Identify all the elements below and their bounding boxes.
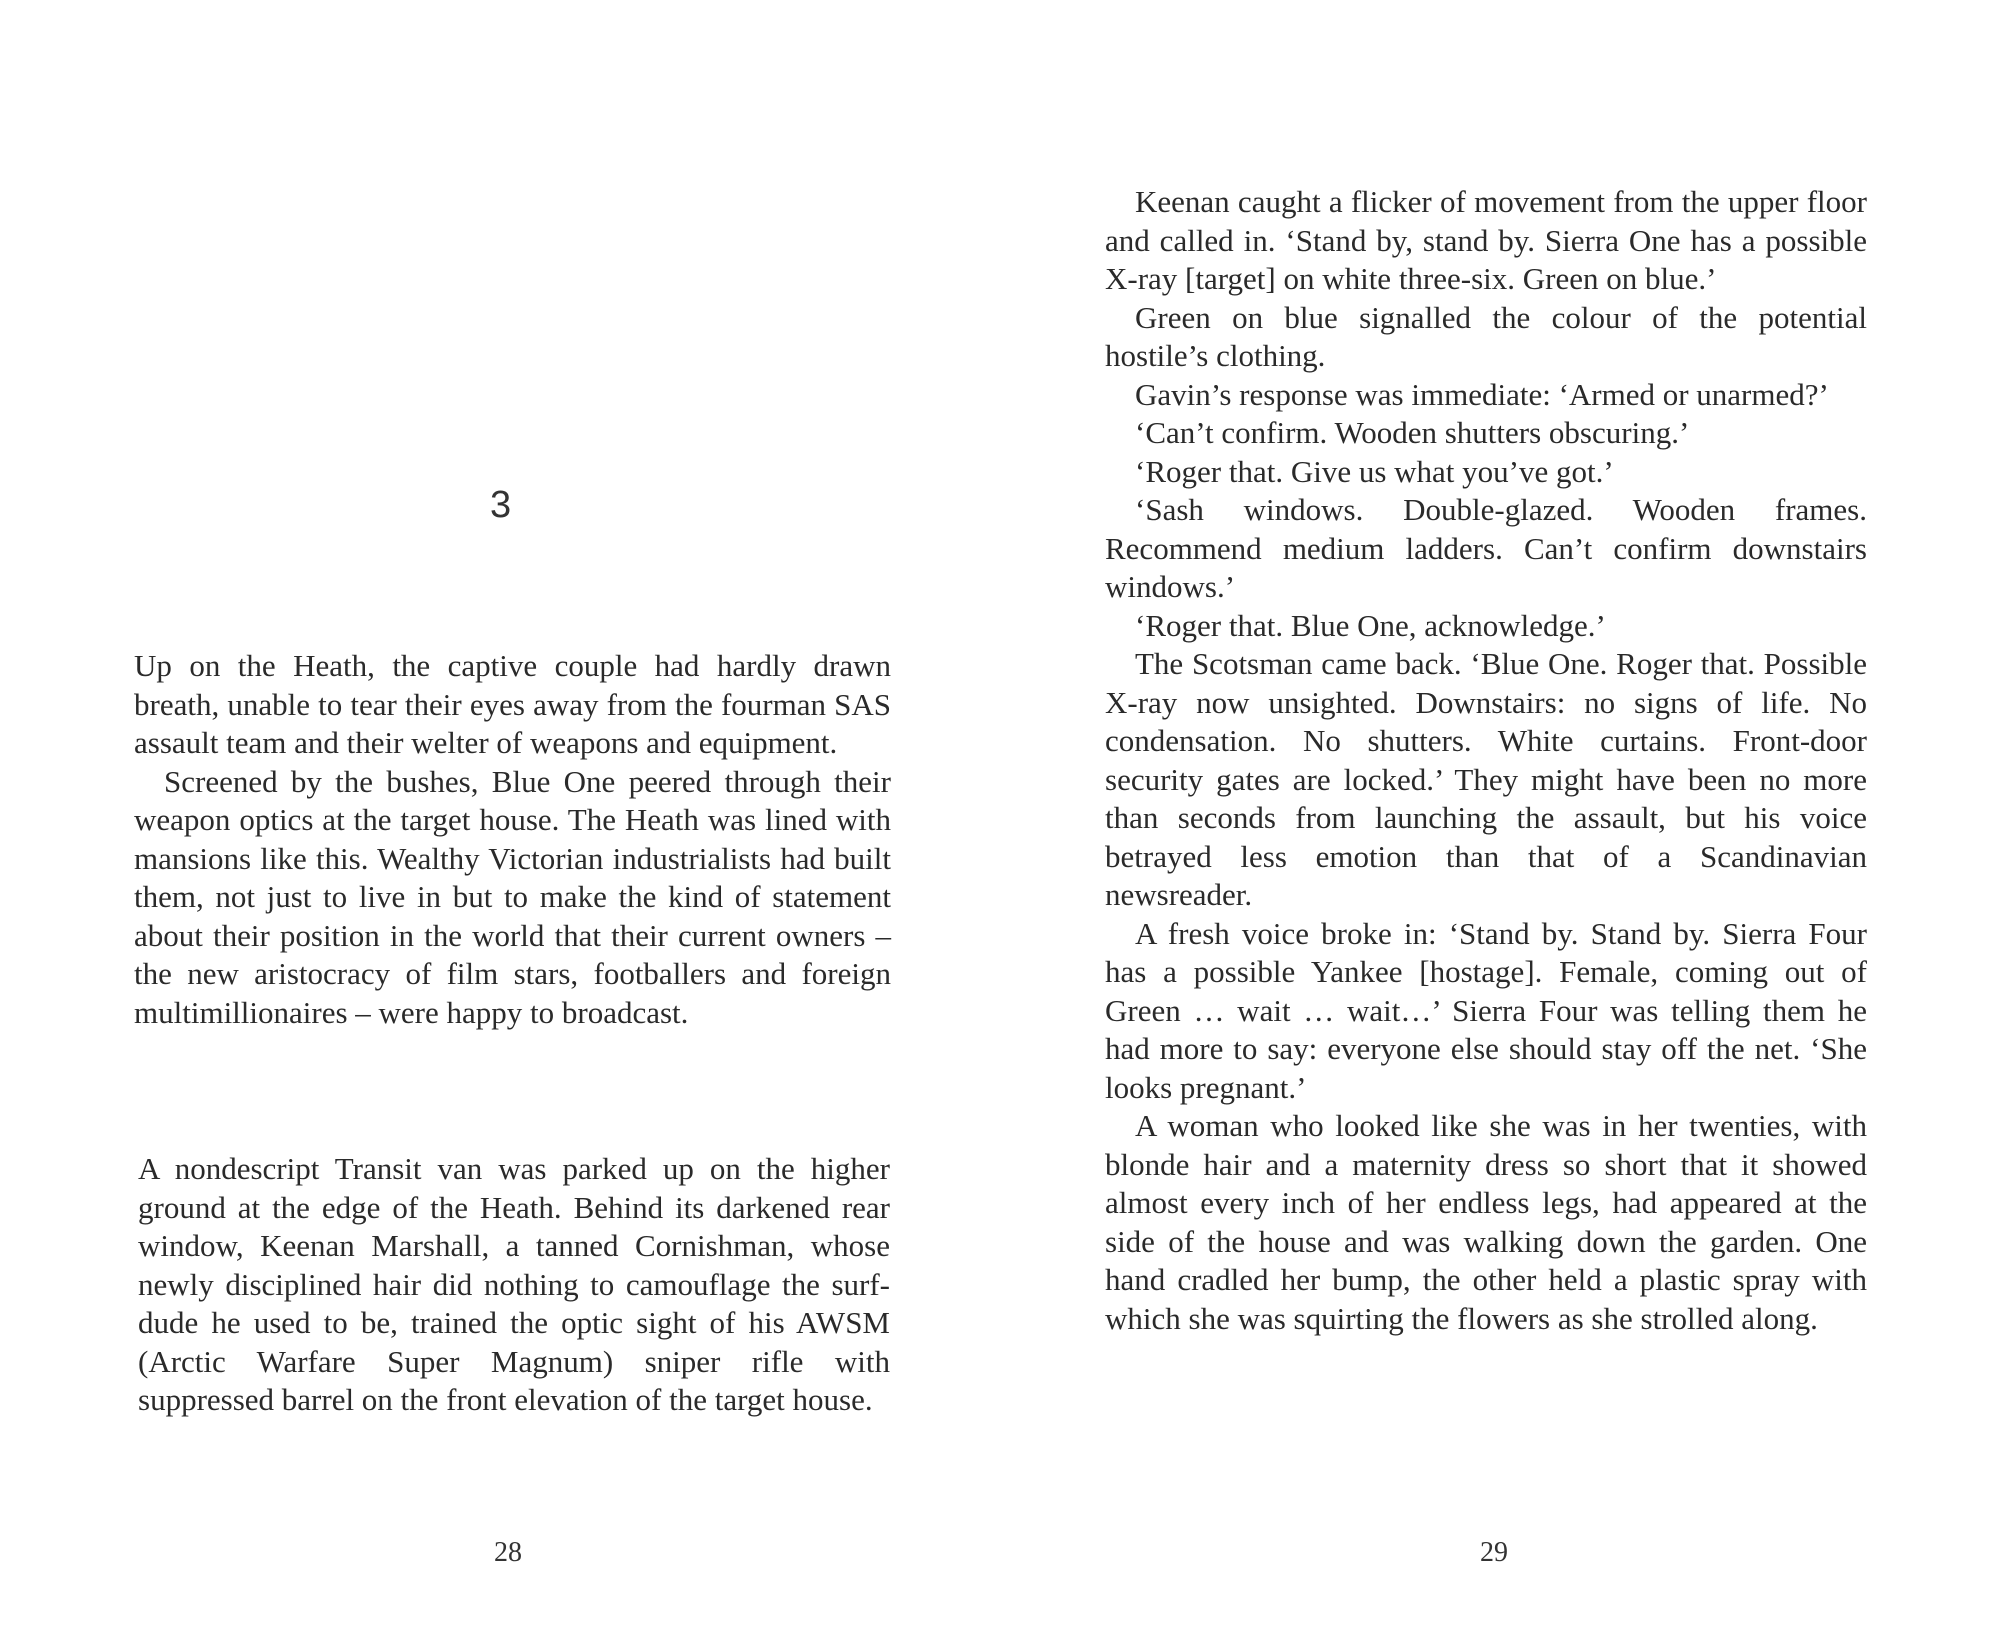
- left-section-text: [138, 1150, 890, 1420]
- show-through-text: [130, 175, 350, 325]
- paragraph: ‘Sash windows. Double-glazed. Wooden frames. Recommend medium ladders. Can’t confirm downstairs windows.’: [1105, 492, 1867, 604]
- paragraph: A nondescript Transit van was parked up on the higher ground at the edge of the Heath. Behind its darkened rear window, Keenan Marshall, a tanned Cornishman, whose newly disciplined hair did nothing to camouflage the surf-dude he used to be, trained the optic sight of his AWSM (Arctic Warfare Super Magnum) sniper rifle with suppressed barrel on the front elevation of the target house.: [138, 1151, 890, 1417]
- paragraph: A woman who looked like she was in her twenties, with blonde hair and a maternity dress so short that it showed almost every inch of her endless legs, had appeared at the side of the house and was walking down the garden. One hand cradled her bump, the other held a plastic spray with which she was squirting the flowers as she strolled along.: [1105, 1108, 1867, 1336]
- paragraph: ‘Can’t confirm. Wooden shutters obscuring.’: [1135, 415, 1690, 450]
- right-page: [1000, 0, 2000, 1650]
- page-number: 28: [494, 1537, 522, 1568]
- paragraph: Screened by the bushes, Blue One peered through their weapon optics at the target house. The Heath was lined with mansions like this. Wealthy Victorian industrialists had built them, not just to live in but to make the kind of statement about their position in the world that their current owners – the new aristocracy of film stars, footballers and foreign multimillionaires – were happy to broadcast.: [134, 763, 891, 1030]
- paragraph: Up on the Heath, the captive couple had hardly drawn breath, unable to tear their eyes away from the fourman SAS assault team and their welter of weapons and equipment.: [134, 648, 891, 760]
- paragraph: The Scotsman came back. ‘Blue One. Roger that. Possible X-ray now unsighted. Downstairs: no signs of life. No condensation. No shutters. White curtains. Front-door security gates are locked.’ They might have been no more than seconds from launching the assault, but his voice betrayed less emotion than that of a Scandinavian newsreader.: [1105, 646, 1867, 912]
- page-number: 29: [1480, 1537, 1508, 1568]
- chapter-number: 3: [490, 484, 512, 526]
- left-body-text: [134, 647, 891, 1032]
- paragraph: ‘Roger that. Give us what you’ve got.’: [1135, 453, 1614, 489]
- paragraph: Keenan caught a flicker of movement from the upper floor and called in. ‘Stand by, stand by. Sierra One has a possible X-ray [target] on white three-six. Green on blue.’: [1105, 184, 1867, 296]
- right-body-text: [1105, 183, 1867, 1338]
- paragraph: Gavin’s response was immediate: ‘Armed or unarmed?’: [1135, 376, 1829, 412]
- paragraph: ‘Roger that. Blue One, acknowledge.’: [1135, 607, 1606, 643]
- paragraph: Green on blue signalled the colour of the potential hostile’s clothing.: [1105, 299, 1867, 373]
- paragraph: A fresh voice broke in: ‘Stand by. Stand by. Sierra Four has a possible Yankee [hostage]. Female, coming out of Green … wait … wait…’ Sierra Four was telling them he had more to say: everyone else should stay off the net. ‘She looks pregnant.’: [1105, 915, 1867, 1105]
